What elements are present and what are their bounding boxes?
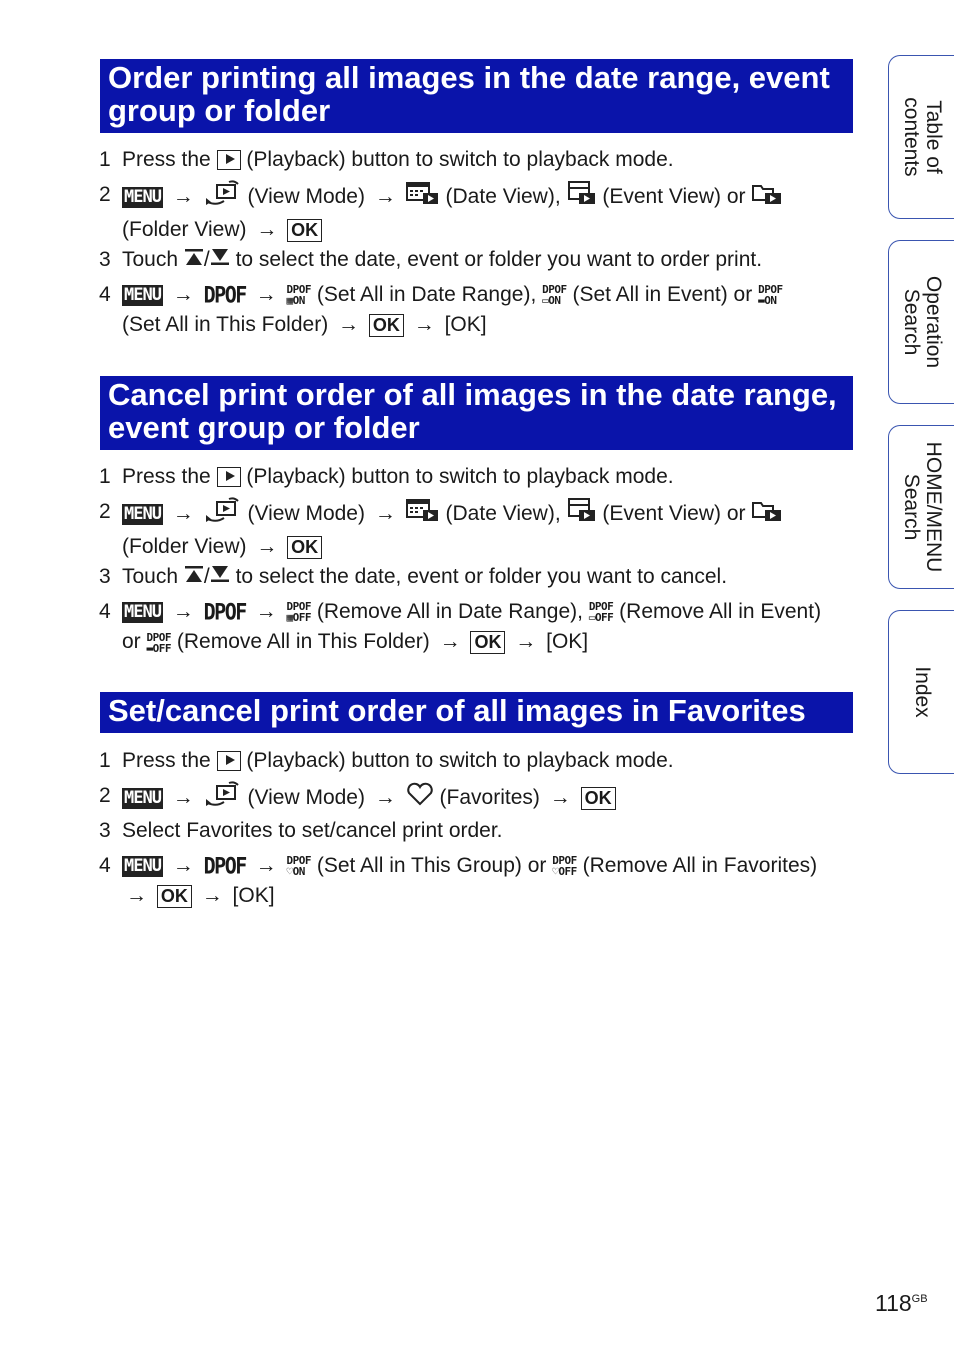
on-label: ON <box>292 294 305 308</box>
dpof-icon: DPOF <box>203 282 246 309</box>
arrow-icon: → <box>126 884 147 908</box>
step-text: (View Mode) <box>247 786 365 810</box>
dpof-label: DPOF <box>758 283 783 297</box>
menu-icon: MENU <box>124 284 161 305</box>
step-number: 4 <box>99 600 111 623</box>
dpof-label: DPOF <box>542 283 567 297</box>
arrow-icon: → <box>255 283 277 306</box>
arrow-icon: → <box>172 283 194 306</box>
on-label: ON <box>548 294 561 308</box>
off-label: OFF <box>152 641 172 655</box>
arrow-icon: → <box>201 884 223 908</box>
event-view-icon <box>567 180 597 215</box>
playback-icon <box>217 467 241 487</box>
tab-label: Operation Search <box>899 275 945 369</box>
step-text: Press the <box>122 148 211 171</box>
heart-icon <box>406 782 434 815</box>
date-view-icon <box>406 181 440 214</box>
step-number: 4 <box>99 854 111 877</box>
step-text: (Remove All in Date Range), <box>316 600 583 623</box>
arrow-icon: → <box>172 786 194 810</box>
step-1 <box>99 746 839 776</box>
step-number: 2 <box>99 500 111 523</box>
date-view-icon <box>406 498 440 531</box>
step-1 <box>99 145 839 175</box>
tab-index[interactable] <box>888 610 954 774</box>
step-2 <box>99 781 839 816</box>
tab-operation-search[interactable] <box>888 240 954 404</box>
step-text: Press the <box>122 749 211 772</box>
ok-icon: OK <box>287 536 322 559</box>
step-3 <box>99 816 839 846</box>
step-text: (Playback) button to switch to playback mode. <box>246 749 674 772</box>
step-text: (Folder View) <box>122 218 247 241</box>
tab-table-of-contents[interactable] <box>888 55 954 219</box>
tab-home-menu-search[interactable] <box>888 425 954 589</box>
step-text: [OK] <box>546 630 589 654</box>
arrow-icon: → <box>172 185 194 209</box>
section-heading-order-printing: Order printing all images in the date range, event group or folder <box>100 59 853 133</box>
arrow-icon: → <box>374 502 396 526</box>
dpof-label: DPOF <box>286 600 311 614</box>
step-text: (Playback) button to switch to playback mode. <box>246 465 674 488</box>
step-text: (Set All in This Folder) <box>122 313 329 337</box>
step-text: (Event View) or <box>602 185 746 209</box>
playback-icon <box>217 150 241 170</box>
arrow-icon: → <box>255 854 277 877</box>
step-text: Press the <box>122 465 211 488</box>
on-label: ON <box>764 294 777 308</box>
dpof-label: DPOF <box>552 854 577 868</box>
on-label: ON <box>292 865 305 879</box>
step-text: (Remove All in Event) or <box>122 600 822 654</box>
dpof-off-date-icon: DPOF ▦OFF <box>286 600 311 625</box>
step-text: (Date View), <box>445 185 561 209</box>
menu-icon: MENU <box>124 855 161 876</box>
step-text: (Remove All in Favorites) <box>582 854 818 877</box>
ok-icon: OK <box>369 314 404 337</box>
arrow-icon: → <box>172 854 194 877</box>
step-number: 1 <box>99 148 111 171</box>
off-label: OFF <box>558 865 577 879</box>
step-text: Select Favorites to set/cancel print order. <box>122 819 503 842</box>
step-number: 2 <box>99 183 111 206</box>
step-text: (Set All in Date Range), <box>316 283 537 306</box>
menu-icon: MENU <box>124 788 161 808</box>
step-text: (Favorites) <box>439 786 540 810</box>
event-view-icon <box>567 497 597 532</box>
step-number: 3 <box>99 565 111 588</box>
menu-icon: MENU <box>124 504 161 524</box>
section-heading-cancel-print-order: Cancel print order of all images in the date range, event group or folder <box>100 376 853 450</box>
view-mode-icon <box>204 180 242 215</box>
step-text: (Playback) button to switch to playback mode. <box>246 148 674 171</box>
scroll-down-icon <box>210 562 230 592</box>
step-text: (Date View), <box>445 502 561 526</box>
ok-icon: OK <box>581 787 616 810</box>
step-text: (View Mode) <box>247 502 365 526</box>
arrow-icon: → <box>338 313 360 337</box>
ok-icon: OK <box>287 219 322 242</box>
arrow-icon: → <box>255 600 277 623</box>
folder-view-icon <box>751 498 783 531</box>
step-number: 1 <box>99 465 111 488</box>
step-number: 3 <box>99 248 111 271</box>
arrow-icon: → <box>172 502 194 526</box>
step-number: 3 <box>99 819 111 842</box>
step-3 <box>99 245 839 275</box>
arrow-icon: → <box>256 218 278 241</box>
step-text: (Set All in This Group) or <box>316 854 547 877</box>
arrow-icon: → <box>172 600 194 623</box>
page-number-suffix: GB <box>911 1293 928 1305</box>
dpof-label: DPOF <box>286 283 311 297</box>
arrow-icon: → <box>374 786 396 810</box>
step-4 <box>99 597 839 657</box>
step-text: / <box>203 248 210 271</box>
dpof-off-favorites-icon: DPOF ♡OFF <box>552 854 577 879</box>
arrow-icon: → <box>413 313 435 337</box>
arrow-icon: → <box>549 786 571 810</box>
menu-icon: MENU <box>124 601 161 622</box>
menu-icon: MENU <box>124 187 161 207</box>
step-text: (View Mode) <box>247 185 365 209</box>
page-number-value: 118 <box>875 1290 912 1316</box>
dpof-on-folder-icon: DPOF ▬ON <box>758 283 783 308</box>
arrow-icon: → <box>515 630 537 654</box>
step-text: to select the date, event or folder you want to cancel. <box>235 565 728 588</box>
dpof-icon: DPOF <box>203 853 246 880</box>
dpof-label: DPOF <box>286 854 311 868</box>
step-text: (Set All in Event) or <box>572 283 753 306</box>
dpof-label: DPOF <box>146 630 172 644</box>
arrow-icon: → <box>374 185 396 209</box>
step-2 <box>99 497 839 562</box>
dpof-on-favorites-icon: DPOF ♡ON <box>286 854 311 879</box>
step-number: 2 <box>99 784 111 807</box>
dpof-icon: DPOF <box>203 599 246 626</box>
step-4 <box>99 851 839 911</box>
arrow-icon: → <box>256 535 278 558</box>
dpof-label: DPOF <box>588 600 614 614</box>
step-4 <box>99 280 839 340</box>
step-text: (Event View) or <box>602 502 746 526</box>
dpof-off-event-icon: DPOF ▭OFF <box>588 600 614 625</box>
section-heading-favorites: Set/cancel print order of all images in Favorites <box>100 692 853 733</box>
step-text: [OK] <box>232 884 275 908</box>
step-text: to select the date, event or folder you want to order print. <box>235 248 763 271</box>
ok-icon: OK <box>157 885 192 908</box>
playback-icon <box>217 751 241 771</box>
step-text: Touch <box>122 248 179 271</box>
view-mode-icon <box>204 781 242 816</box>
step-text: / <box>203 565 210 588</box>
dpof-on-date-icon: DPOF ▦ON <box>286 283 311 308</box>
dpof-off-folder-icon: DPOF ▬OFF <box>146 630 172 655</box>
ok-icon: OK <box>470 631 505 654</box>
off-label: OFF <box>594 611 614 625</box>
off-label: OFF <box>292 611 311 625</box>
step-text: Touch <box>122 565 179 588</box>
step-3 <box>99 562 839 592</box>
step-number: 1 <box>99 749 111 772</box>
tab-label: HOME/MENU Search <box>899 441 945 573</box>
dpof-on-event-icon: DPOF ▭ON <box>542 283 567 308</box>
page-number <box>875 1290 928 1317</box>
tab-label: Table of contents <box>899 97 945 177</box>
folder-view-icon <box>751 181 783 214</box>
step-text: (Remove All in This Folder) <box>176 630 430 654</box>
step-1 <box>99 462 839 492</box>
scroll-down-icon <box>210 245 230 275</box>
step-number: 4 <box>99 283 111 306</box>
step-text: [OK] <box>444 313 487 337</box>
tab-label: Index <box>910 666 934 718</box>
arrow-icon: → <box>439 630 461 654</box>
scroll-up-icon <box>184 562 204 592</box>
scroll-up-icon <box>184 245 204 275</box>
view-mode-icon <box>204 497 242 532</box>
step-2 <box>99 180 839 245</box>
step-text: (Folder View) <box>122 535 247 558</box>
